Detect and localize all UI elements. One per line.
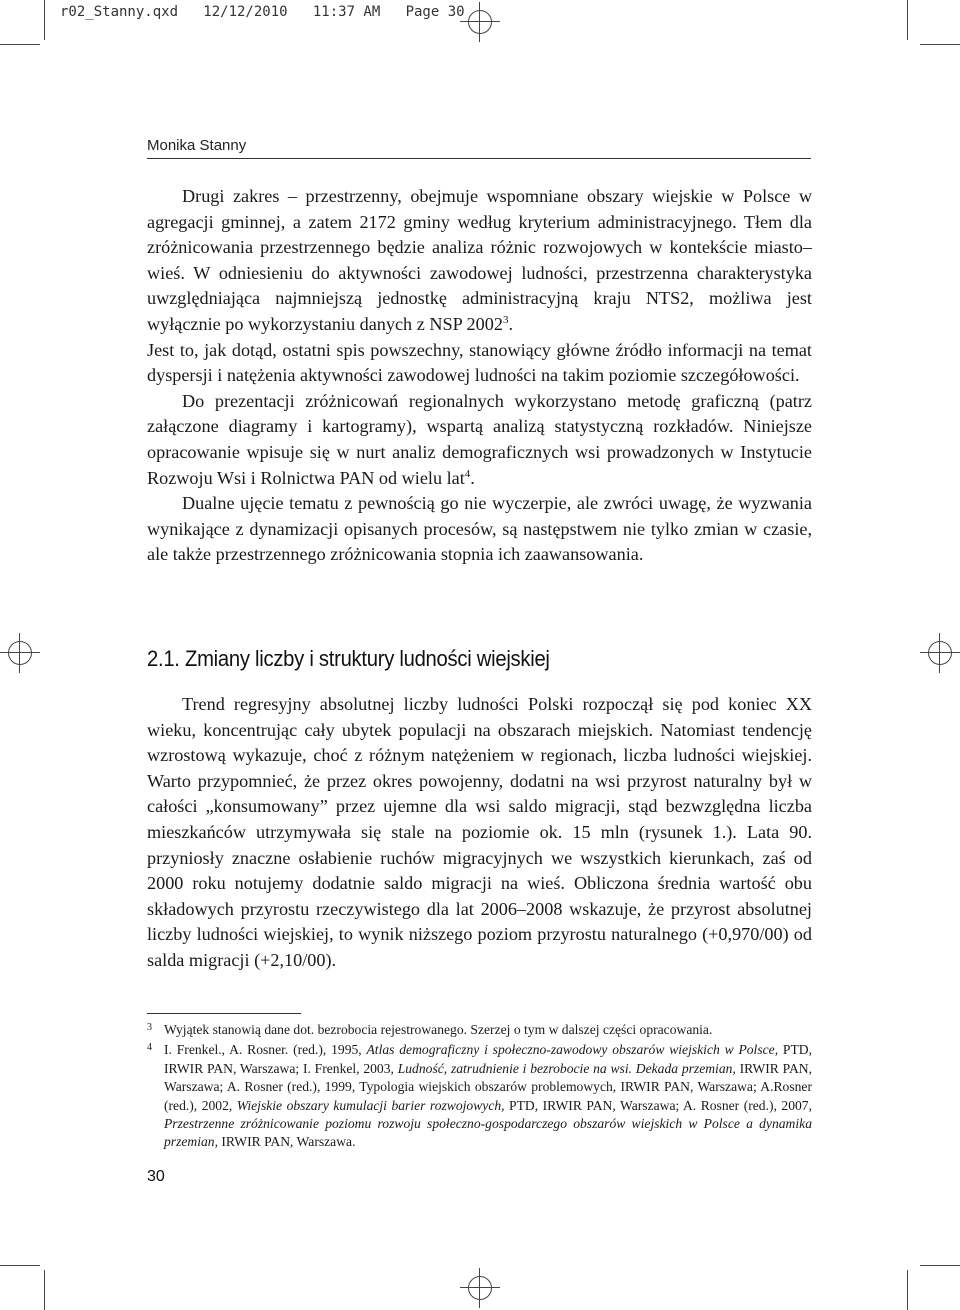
footnote-4: 4 I. Frenkel., A. Rosner. (red.), 1995, Atlas demograficzny i społeczno-zawodowy obszarów wiejskich w Polsce, PTD, IRWIR PAN, Warszawa; I. Frenkel, 2003, Ludność, zatrudnienie i bezrobocie na wsi. Dekada przemian, IRWIR PAN, Warszawa; A. Rosner (red.), 1999, Typologia wiejskich obszarów problemowych, IRWIR PAN, Warszawa; A.Rosner (red.), 2002, Wiejskie obszary kumulacji barier rozwojowych, PTD, IRWIR PAN, Warszawa; A. Rosner (red.), 2007, Przestrzenne zróżnicowanie poziomu rozwoju społeczno-gospodarczego obszarów wiejskich w Polsce a dynamika przemian, IRWIR PAN, Warszawa. <box>147 1042 812 1150</box>
paragraph: Trend regresyjny absolutnej liczby ludności Polski rozpoczął się pod koniec XX wieku, koncentrując cały ubytek populacji na obszarach miejskich. Natomiast tendencję wzrostową wykazuje, choć z różnym natężeniem w regionach, liczba ludności wiejskiej. Warto przypomnieć, że przez okres powojenny, dodatni na wsi przyrost naturalny był w całości „konsumowany” przez ujemne dla wsi saldo migracji, stąd bezwzględna liczba mieszkańców utrzymywała się stale na poziomie ok. 15 mln (rysunek 1.). Lata 90. przyniosły znaczne osłabienie ruchów migracyjnych we wszystkich kierunkach, zaś od 2000 roku notujemy dodatnie saldo migracji na wieś. Obliczona średnia wartość obu składowych przyrostu rzeczywistego dla lat 2006–2008 wskazuje, że przyrost absolutnej liczby ludności wiejskiej, to wynik niższego poziom przyrostu naturalnego (+0,970/00) od salda migracji (+2,10/00). <box>147 694 812 970</box>
section-title: 2.1. Zmiany liczby i struktury ludności wiejskiej <box>147 646 550 671</box>
body-text-top <box>147 184 812 568</box>
crop-mark-bottom-left-h <box>0 1265 40 1266</box>
crop-mark-top-left <box>44 0 45 40</box>
running-header-author: Monika Stanny <box>147 137 247 154</box>
paragraph: Jest to, jak dotąd, ostatni spis powszechny, stanowiący główne źródło informacji na temat dyspersji i natężenia aktywności zawodowej ludności na takim poziomie szczegółowości. <box>147 339 812 386</box>
crop-mark-top-right <box>907 0 908 40</box>
footnote-ref-4[interactable]: 4 <box>464 467 471 480</box>
footnotes <box>147 1019 812 1152</box>
paragraph: Dualne ujęcie tematu z pewnością go nie wyczerpie, ale zwróci uwagę, że wyzwania wynikające z dynamizacji opisanych procesów, są następstwem nie tylko zmian w czasie, ale także przestrzennego zróżnicowania stopnia ich zaawansowania. <box>147 493 812 565</box>
crop-mark-top-right-h <box>920 44 960 45</box>
footnote-rule <box>147 1013 301 1014</box>
crop-mark-bottom-left <box>44 1270 45 1310</box>
paragraph: Drugi zakres – przestrzenny, obejmuje wspomniane obszary wiejskie w Polsce w agregacji gminnej, a zatem 2172 gminy według kryterium administracyjnego. Tłem dla zróżnicowania przestrzennego będzie analiza różnic rozwojowych w kontekście miasto–wieś. W odniesieniu do aktywności zawodowej ludności, przestrzenna charakterystyka uwzględniająca najmniejszą jednostkę administracyjną kraju NTS2, możliwa jest wyłącznie po wykorzystaniu danych z NSP 2002$^3$. <box>147 186 812 334</box>
footnote-3: 3 Wyjątek stanowią dane dot. bezrobocia rejestrowanego. Szerzej o tym w dalszej części opracowania. <box>147 1022 713 1037</box>
registration-mark-right <box>920 633 960 673</box>
paragraph: Do prezentacji zróżnicowań regionalnych wykorzystano metodę graficzną (patrz załączone diagramy i kartogramy), wspartą analizą statystyczną rozkładów. Niniejsze opracowanie wpisuje się w nurt analiz demograficznych wsi prowadzonych w Instytucie Rozwoju Wsi i Rolnictwa PAN od wielu lat$^4$. <box>147 390 812 488</box>
print-slug: r02_Stanny.qxd 12/12/2010 11:37 AM Page 30 <box>60 4 465 20</box>
registration-mark-top <box>460 2 500 42</box>
crop-mark-top-left-h <box>0 44 40 45</box>
footnote-ref-3[interactable]: 3 <box>502 313 509 326</box>
body-text-section <box>147 692 812 974</box>
registration-mark-bottom <box>460 1268 500 1308</box>
registration-mark-left <box>0 633 40 673</box>
crop-mark-bottom-right <box>907 1270 908 1310</box>
crop-mark-bottom-right-h <box>920 1265 960 1266</box>
page-number: 30 <box>147 1168 165 1185</box>
header-rule <box>147 158 811 159</box>
